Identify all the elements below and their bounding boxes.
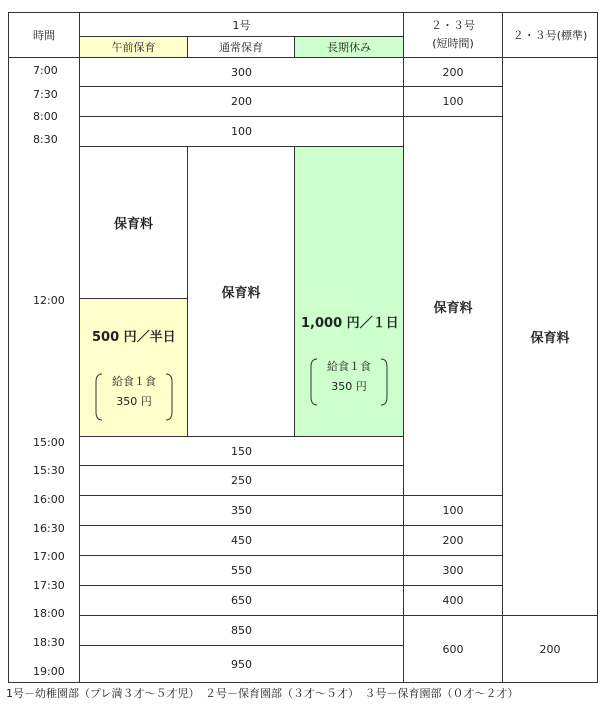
group1-fee-1730 [79,585,404,616]
group1-fee-1500 [79,436,404,466]
fee-value: 300 [231,65,252,79]
header-group1 [79,12,404,37]
fee-value: 850 [231,624,252,637]
short-fee-1600 [403,495,503,526]
group1-fee-1600 [79,495,404,526]
meal-label: 給食１食 [327,360,371,373]
footer-legend: 1号－幼稚園部（プレ満３才～５才児） ２号－保育園部（３才～５才） ３号－保育園部（０才～２才） [6,687,519,700]
header-time [8,12,80,58]
header-regular-label: 通常保育 [219,41,263,54]
morning-hoikuryo-cell [79,146,188,299]
time-label: 7:00 [33,64,58,77]
short-fee-1730 [403,585,503,616]
time-label: 18:00 [33,607,65,620]
fee-value: 100 [231,125,252,138]
header-group23-short-line1: ２・３号 [431,19,475,32]
meal-price: 350 円 [116,395,152,408]
short-fee-730 [403,86,503,117]
meal-price: 350 円 [331,380,367,393]
time-label: 7:30 [33,88,58,101]
fee-value: 550 [231,564,252,577]
time-label: 8:00 [33,110,58,123]
header-group23-standard-label: ２・３号(標準) [512,29,588,42]
header-time-label: 時間 [33,29,55,42]
time-label: 8:30 [33,133,58,146]
time-label: 15:00 [33,436,65,449]
fee-value: 200 [539,642,561,656]
fee-value: 200 [442,65,464,79]
fee-value: 100 [442,95,464,108]
time-label: 16:00 [33,493,65,506]
fee-value: 400 [442,594,464,607]
hoikuryo-text: 保育料 [433,300,473,316]
short-fee-1800 [403,615,503,683]
standard-hoikuryo-cell [502,57,598,616]
meal-box-long-holiday [309,357,389,407]
hoikuryo-text: 保育料 [530,331,570,346]
hoikuryo-text: 保育料 [113,217,153,232]
full-day-fee: 1,000 円／１日 [301,316,399,331]
time-label: 15:30 [33,464,65,477]
fee-value: 650 [231,594,252,607]
time-label: 18:30 [33,636,65,649]
header-group23-standard [502,12,598,58]
fee-value: 600 [442,642,464,656]
header-group23-short-line2: (短時間) [432,37,474,50]
header-group23-short [403,12,503,58]
fee-value: 450 [231,534,252,547]
group1-fee-1830 [79,645,404,683]
fee-value: 200 [231,95,252,108]
group1-fee-730 [79,86,404,117]
group1-fee-1530 [79,465,404,496]
group1-fee-1700 [79,555,404,586]
header-regular [187,36,295,58]
time-label: 12:00 [33,294,65,307]
group1-fee-1800 [79,615,404,646]
fee-value: 350 [231,504,252,517]
fee-value: 100 [442,504,464,517]
fee-value: 950 [231,657,252,671]
time-label: 19:00 [33,665,65,678]
fee-value: 300 [442,564,464,577]
group1-fee-1630 [79,525,404,556]
hoikuryo-text: 保育料 [221,286,261,301]
standard-fee-1800 [502,615,598,683]
short-fee-1630 [403,525,503,556]
header-long-holiday [294,36,404,58]
header-morning [79,36,188,58]
group1-fee-800 [79,116,404,147]
short-fee-700 [403,57,503,87]
fee-value: 150 [231,444,252,458]
short-hoikuryo-cell [403,116,503,496]
half-day-fee: 500 円／半日 [92,330,176,345]
group1-fee-700 [79,57,404,87]
header-long-holiday-label: 長期休み [327,41,371,54]
header-group1-label: 1号 [232,18,251,32]
time-label: 17:30 [33,579,65,592]
fee-value: 250 [231,474,252,487]
header-morning-label: 午前保育 [111,41,156,54]
meal-label: 給食１食 [112,375,156,388]
time-label: 17:00 [33,550,65,563]
fee-value: 200 [442,534,464,547]
regular-hoikuryo-cell [187,146,295,437]
time-label: 16:30 [33,522,65,535]
short-fee-1700 [403,555,503,586]
meal-box-morning [94,372,174,422]
